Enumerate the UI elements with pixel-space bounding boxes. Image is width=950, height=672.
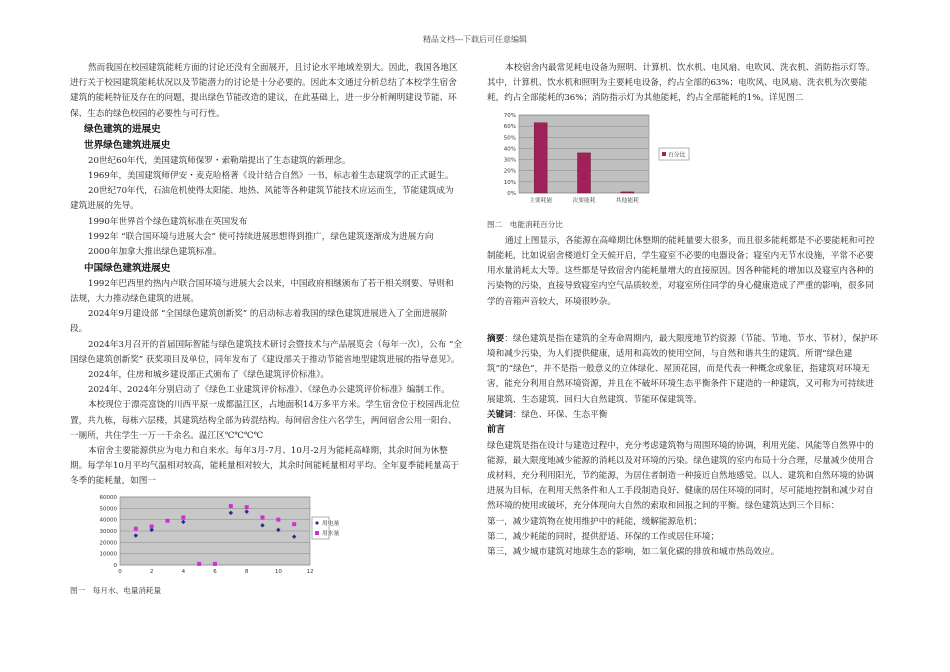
- heading-world-history: 世界绿色建筑进展史: [84, 140, 171, 152]
- x-tick-label: 6: [213, 568, 217, 575]
- y-tick-label: 50%: [503, 134, 516, 141]
- y-tick-label: 10000: [99, 551, 117, 558]
- world-item: 1990年世界首个绿色建筑标准在英国发布: [88, 216, 248, 227]
- energy-percentage-chart: [487, 111, 717, 209]
- y-tick-label: 0%: [507, 190, 516, 197]
- y-tick-label: 10%: [503, 179, 516, 186]
- world-item: 1969年，美国建筑师伊安・麦克哈格著《设计结合自然》一书，标志着生态建筑学的正式诞生。: [88, 171, 454, 182]
- intro-paragraph: [70, 61, 462, 122]
- china-item: 2024年、2024年分别启动了《绿色工业建筑评价标准》、《绿色办公建筑评价标准》编制工作。: [88, 385, 450, 396]
- china-item: 2024年，住房和城乡建设部正式颁布了《绿色建筑评价标准》。: [88, 369, 330, 380]
- y-tick-label: 60000: [99, 494, 117, 501]
- data-point-water: [292, 522, 296, 526]
- data-point-water: [213, 561, 217, 565]
- legend-marker: [662, 152, 666, 156]
- left-column: [70, 61, 462, 598]
- x-tick-label: 2: [149, 568, 154, 575]
- intro-text-b: 。因此本文通过分析总结了本校学生宿舍建筑的能耗特征及存在的问题，提出绿色节能改造的建议，在此基础上，进一步分析阐明建设节能、环保、生态的绿色校园的必要性与可行性。: [70, 78, 457, 119]
- china-item: 2024年9月建设部 “全国绿色建筑创新奖” 的启动标志着我国的绿色建筑进展进入了全面进展阶段。: [70, 309, 448, 335]
- energy-paragraph: 本宿舍主要能源供应为电力和自来水。每年3月-7月、10月-2月为能耗高峰期，其余时间为休整期。每学年10月平均气温相对较高，能耗量相对较大，其余时间能耗量相对平均。全年夏季能耗量高于冬季的能耗量，如图一: [70, 445, 460, 487]
- legend-label: 用电量: [322, 520, 340, 527]
- y-tick-label: 30%: [503, 157, 516, 164]
- x-tick-label: 8: [244, 568, 249, 575]
- bar: [534, 122, 547, 192]
- data-point-water: [229, 504, 233, 508]
- keywords-label: 关键词: [487, 409, 513, 420]
- data-point-water: [134, 526, 138, 530]
- world-item: 1992年 “联合国环境与进展大会” 使可持续进展思想得到推广，绿色建筑逐渐成为进展方向: [88, 231, 434, 242]
- figure1-caption: 图一 每月水、电量消耗量: [70, 585, 162, 595]
- x-category-label: 主要耗能: [529, 197, 553, 204]
- x-category-label: 其他能耗: [615, 197, 639, 204]
- abstract-text: ：绿色建筑是指在建筑的全寿命周期内，最大限度地节约资源（节能、节地、节水、节材），保护环境和减少污染，为人们提供健康，适用和高效的使用空间，与自然和谐共生的建筑。所谓“绿色建筑”的“绿色”，并不是指一般意义的立体绿化、屋顶花园，而是代表一种概念或象征，指建筑对环境无害，能充分利用自然环境资源，并且在不破坏环境生态平衡条件下建造的一种建筑，又可称为可持续进展建筑、生态建筑、回归大自然建筑、节能环保建筑等。: [487, 333, 879, 405]
- y-tick-label: 60%: [503, 123, 516, 130]
- data-point-water: [197, 561, 201, 565]
- data-point-water: [276, 517, 280, 521]
- legend-label: 百分比: [668, 152, 686, 159]
- monthly-consumption-chart: [70, 493, 340, 581]
- data-point-water: [181, 515, 185, 519]
- world-item: 20世纪70年代，石油危机使得太阳能、地热、风能等各种建筑节能技术应运而生，节能建筑成为建筑进展的先导。: [70, 186, 454, 212]
- device-paragraph: 本校宿舍内最常见耗电设备为照明、计算机、饮水机、电风扇、电吹风、洗衣机、消防指示灯等。其中，计算机、饮水机和照明为主要耗电设备，约占全部的63%；电吹风、电风扇、洗衣机为次要能耗，约占全部能耗的36%；消防指示灯为其他能耗，约占全部能耗的1%。详见图二: [487, 63, 875, 104]
- x-category-label: 次要能耗: [572, 197, 596, 204]
- data-point-water: [245, 505, 249, 509]
- x-tick-label: 0: [118, 568, 122, 575]
- y-tick-label: 30000: [99, 528, 117, 535]
- x-tick-label: 10: [274, 568, 282, 575]
- figure2-caption: 图二 电能消耗百分比: [487, 219, 563, 229]
- right-column: [487, 61, 880, 560]
- page-header: 精品文档---下载后可任意编辑: [422, 35, 528, 44]
- legend-marker: [315, 521, 319, 525]
- china-item: 2024年3月召开的首届国际智能与绿色建筑技术研讨会暨技术与产品展览会（每年一次），公布 “全国绿色建筑创新奖” 获奖项目及单位，同年发布了《建设部关于推动节能省地型建筑进展的指导意见》。: [70, 339, 462, 365]
- keywords-line: [487, 408, 880, 423]
- heading-green-building-history: 绿色建筑的进展史: [84, 123, 161, 135]
- data-point-water: [166, 518, 170, 522]
- y-tick-label: 50000: [99, 505, 117, 512]
- data-point-water: [261, 515, 265, 519]
- y-tick-label: 0: [113, 562, 117, 569]
- china-item: 1992年巴西里约热内卢联合国环境与进展大会以来，中国政府相继颁布了若干相关纲要、导则和法规，大力推动绿色建筑的进展。: [70, 278, 454, 304]
- bar: [578, 152, 591, 192]
- goal-item: 第二，减少耗能的同时，提供舒适、环保的工作或居住环境；: [487, 531, 720, 542]
- bar: [621, 191, 634, 192]
- foreword-paragraph: 绿色建筑是指在设计与建造过程中，充分考虑建筑物与周围环境的协调，利用光能、风能等自然界中的能源，最大限度地减少能源的消耗以及对环境的污染。绿色建筑的室内布局十分合理，尽量减少使用合成材料，充分利用阳光，节约能源，为居住者制造一种接近自然地感觉。以人、建筑和自然环境的协调进展为目标，在利用天然条件和人工手段制造良好、健康的居住环境的同时，尽可能地控制和减少对自然环境的使用或破坏，充分体现向大自然的索取和回报之间的平衡。绿色建筑达到三个目标：: [487, 440, 874, 512]
- y-tick-label: 40000: [99, 517, 117, 524]
- legend-label: 用水量: [322, 530, 340, 537]
- x-tick-label: 4: [181, 568, 186, 575]
- world-item: 2000年加拿大推出绿色建筑标准。: [88, 247, 222, 258]
- foreword-heading: 前言: [487, 425, 506, 436]
- x-tick-label: 12: [306, 568, 314, 575]
- goal-item: 第一，减少建筑物在使用维护中的耗能，缓解能源危机；: [487, 516, 702, 527]
- abstract-paragraph: [487, 332, 880, 408]
- heading-china-history: 中国绿色建筑进展史: [84, 263, 171, 275]
- data-point-water: [150, 524, 154, 528]
- intro-text-a: 然而我国在校园建筑能耗方面的讨论还没有全面展开，且讨论水平地域差别大。因此，我国各地区进行关于校园建筑能耗状况以及节能潜力的讨论是十分必要的: [70, 63, 458, 89]
- y-tick-label: 20000: [99, 539, 117, 546]
- keywords-text: ：绿色、环保、生态平衡: [512, 409, 608, 420]
- goal-item: 第三，减少城市建筑对地球生态的影响，如二氧化碳的排放和城市热岛效应。: [487, 546, 780, 557]
- analysis-paragraph: 通过上图显示，各能源在高峰期比休整期的能耗量要大很多，而且很多能耗都是不必要能耗和可控制能耗，比如说宿舍楼道灯全天候开启，学生寝室不必要的电器设备；寝室内无节水设施，平常不必要用水量消耗太大等。这些都是导致宿舍内能耗量增大的直接原因。因各种能耗的增加以及寝室内各种的污染物的污染，直接导致寝室内空气品质较差，对寝室所住同学的身心健康造成了严重的影响，很多同学的音箱声音较大，环境很吵杂。: [487, 235, 875, 307]
- y-tick-label: 40%: [503, 146, 516, 153]
- y-tick-label: 70%: [503, 112, 516, 119]
- school-paragraph: 本校现位于漂亮富饶的川西平原一成都温江区，占地面积14万多平方米。学生宿舍位于校园西北位置，共九栋，每栋六层楼，其建筑结构全部为砖混结构。每间宿舍住六名学生，两间宿舍公用一阳台、一厕所，共住学生一万一千余名。温江区℃℃℃℃: [70, 400, 460, 441]
- world-item: 20世纪60年代，美国建筑师保罗・索勒瑞提出了生态建筑的新理念。: [88, 155, 351, 166]
- abstract-label: 摘要: [487, 333, 505, 344]
- legend-marker: [315, 531, 319, 535]
- y-tick-label: 20%: [503, 168, 516, 175]
